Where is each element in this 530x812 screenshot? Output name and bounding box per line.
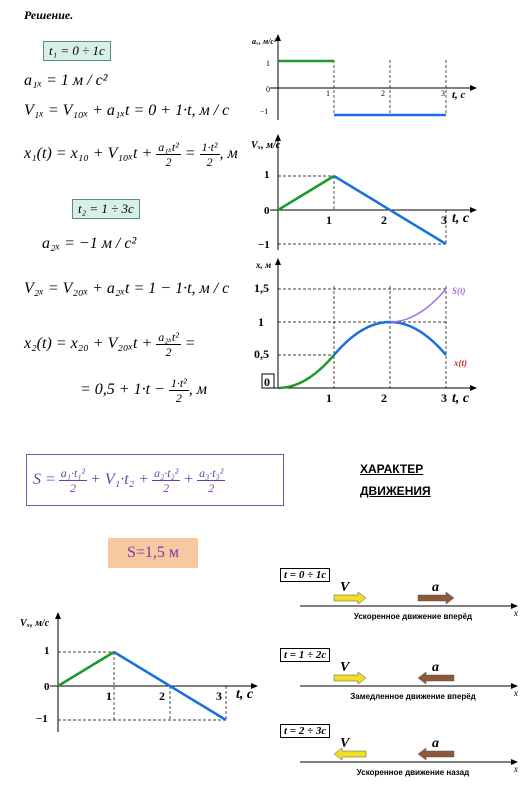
- acceleration-arrow: [418, 592, 454, 604]
- s-series-label: S(t): [452, 286, 466, 296]
- distance-formula: S = $\frac{\text{a₁·t₁²}}{2}$ + V₁·t₂ + $\frac{\text{a₂·t₂²}}{2}$ + $\frac{\text{a₃·t₃²}}{2}$: [26, 454, 284, 506]
- svg-text:−1: −1: [36, 713, 48, 725]
- svg-text:3: 3: [441, 213, 447, 227]
- motion-caption: Замедленное движение вперёд: [350, 692, 476, 701]
- v-xlabel: t, c: [452, 211, 470, 226]
- a-xlabel: t, c: [452, 89, 466, 101]
- v-ylabel: Vₓ, м/c: [251, 140, 281, 151]
- motion-axis-label: x: [514, 688, 518, 698]
- velocity-graph: [248, 132, 498, 254]
- acceleration-label: a: [432, 660, 439, 675]
- svg-text:2: 2: [381, 213, 387, 227]
- a1-equation: a₁ₓ = 1 м / c²: [24, 72, 108, 89]
- motion-caption: Ускоренное движение назад: [356, 768, 470, 777]
- motion-interval: t = 2 ÷ 3c: [280, 724, 330, 738]
- svg-text:3: 3: [216, 689, 222, 703]
- motion-panel: [278, 568, 526, 646]
- x1-lhs: x₁(t) = x₁₀ + V₁₀ₓt +: [24, 145, 153, 163]
- motion-interval: t = 1 ÷ 2c: [280, 648, 330, 662]
- svg-text:1: 1: [326, 391, 332, 405]
- svg-text:3: 3: [441, 391, 447, 405]
- svg-text:1: 1: [326, 213, 332, 227]
- motion-panel: [278, 724, 526, 802]
- series-line-0: [58, 652, 114, 686]
- svg-text:1: 1: [258, 315, 264, 329]
- position-graph: [248, 256, 498, 408]
- x-ylabel: x, м: [256, 260, 272, 270]
- velocity-graph-2: [14, 608, 264, 738]
- svg-text:1: 1: [44, 645, 50, 657]
- series-line-0: [278, 176, 334, 210]
- svg-text:0: 0: [266, 85, 270, 94]
- velocity-arrow: [334, 592, 366, 604]
- interval-1-box: t₁ = 0 ÷ 1c: [43, 41, 111, 61]
- acceleration-arrow: [418, 748, 454, 760]
- velocity-arrow: [334, 748, 366, 760]
- x1-frac-1: $\frac{\text{a₁ₓt²}}{2}$: [158, 140, 179, 169]
- svg-text:0,5: 0,5: [254, 347, 269, 361]
- svg-text:1: 1: [326, 89, 330, 98]
- motion-axis-label: x: [514, 608, 518, 618]
- a2-equation: a₂ₓ = −1 м / c²: [42, 235, 137, 252]
- x2b-frac: $\frac{\text{1·t²}}{2}$: [170, 376, 187, 405]
- v2-xlabel: t, c: [236, 687, 254, 702]
- motion-axis-label: x: [514, 764, 518, 774]
- svg-text:−1: −1: [260, 107, 269, 116]
- page-title: Решение.: [24, 8, 74, 22]
- x-series-label: x(t): [454, 358, 467, 368]
- s-series-line: [390, 289, 446, 322]
- v1-equation: V₁ₓ = V₁₀ₓ + a₁ₓt = 0 + 1·t, м / c: [24, 102, 230, 119]
- x-xlabel: t, c: [452, 391, 470, 406]
- velocity-label: V: [340, 580, 350, 595]
- svg-text:1: 1: [264, 169, 270, 181]
- x2-equation-cont: = 0,5 + 1·t − $\frac{\text{1·t²}}{2}$ , м: [80, 376, 207, 405]
- svg-text:−1: −1: [258, 239, 270, 251]
- svg-text:1,5: 1,5: [254, 281, 269, 295]
- svg-text:1: 1: [266, 59, 270, 68]
- svg-text:0: 0: [264, 205, 270, 217]
- result-badge: S=1,5 м: [108, 538, 198, 568]
- svg-text:2: 2: [381, 89, 385, 98]
- svg-text:2: 2: [159, 689, 165, 703]
- acceleration-arrow: [418, 672, 454, 684]
- acceleration-label: a: [432, 580, 439, 595]
- v2-equation: V₂ₓ = V₂₀ₓ + a₂ₓt = 1 − 1·t, м / c: [24, 280, 230, 297]
- x1-equation: x₁(t) = x₁₀ + V₁₀ₓt + $\frac{\text{a₁ₓt²}}{2}$ = $\frac{\text{1·t²}}{2}$ , м: [24, 140, 238, 169]
- velocity-arrow: [334, 672, 366, 684]
- accel-graph: [248, 30, 498, 130]
- velocity-label: V: [340, 736, 350, 751]
- svg-text:1: 1: [106, 689, 112, 703]
- svg-text:0: 0: [264, 375, 270, 389]
- acceleration-label: a: [432, 736, 439, 751]
- x2-frac: $\frac{\text{a₂ₓt²}}{2}$: [158, 330, 179, 359]
- velocity-label: V: [340, 660, 350, 675]
- svg-text:0: 0: [44, 681, 50, 693]
- motion-character-title: ХАРАКТЕР ДВИЖЕНИЯ: [360, 462, 431, 498]
- svg-text:2: 2: [381, 391, 387, 405]
- motion-caption: Ускоренное движение вперёд: [353, 612, 473, 621]
- x-series-segment-1: [278, 355, 334, 388]
- interval-2-box: t₂ = 1 ÷ 3c: [72, 199, 140, 219]
- v2-ylabel: Vₓ, м/c: [20, 618, 50, 629]
- a-ylabel: aₓ, м/c²: [252, 37, 277, 46]
- svg-text:3: 3: [441, 89, 445, 98]
- x1-frac-2: $\frac{\text{1·t²}}{2}$: [201, 140, 218, 169]
- motion-panel: [278, 648, 526, 726]
- x2-equation: x₂(t) = x₂₀ + V₂₀ₓt + $\frac{\text{a₂ₓt²}}{2}$ =: [24, 330, 196, 359]
- motion-interval: t = 0 ÷ 1c: [280, 568, 330, 582]
